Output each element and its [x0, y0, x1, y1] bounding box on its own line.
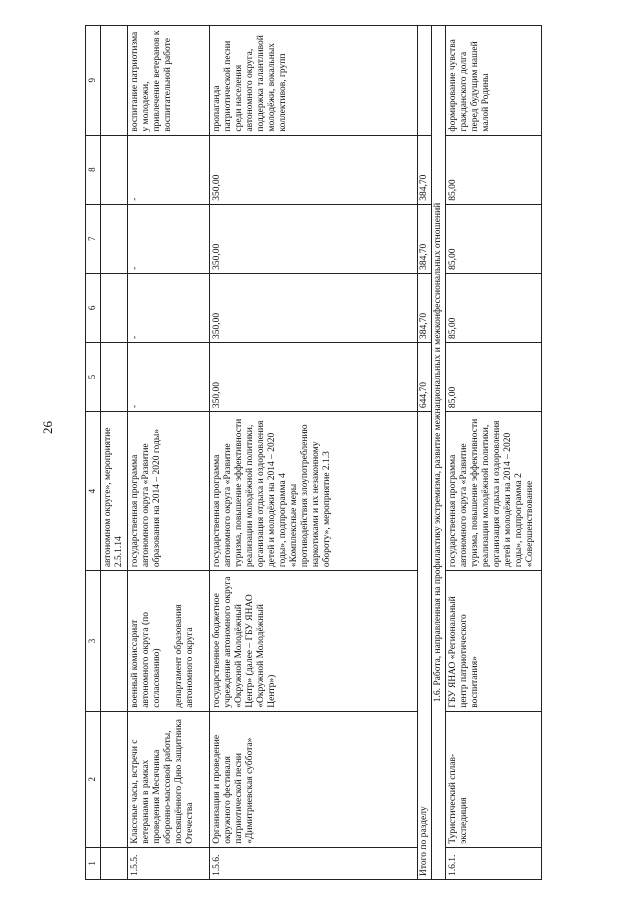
row-number: [101, 847, 128, 879]
section-title: 1.6. Работа, направленная на профилактику экстремизма, развитие межнациональных и межконфессиональных отношений: [432, 26, 446, 880]
header-cell: 7: [86, 204, 101, 273]
table-row: [101, 26, 128, 880]
total-value: 384,70: [418, 204, 432, 273]
program-ref: государственная программа автономного округа «Развитие туризма, повышение эффективности реализации молодёжной политики, организация отдыха и оздоровления детей и молодёжи на 2014 – 2020 годы», подпрограмма 2 «Совершенствование: [446, 412, 542, 571]
executor: [101, 571, 128, 712]
expected-result: формирование чувства гражданского долга перед будущим нашей малой Родины: [446, 26, 542, 136]
value-cell: -: [128, 273, 210, 342]
program-ref: государственная программа автономного округа «Развитие образования на 2014 – 2020 годы»: [128, 412, 210, 571]
expected-result: [101, 26, 128, 136]
row-number: 1.6.1.: [446, 847, 542, 879]
value-cell: [101, 342, 128, 411]
expected-result: пропаганда патриотической песни среди населения автономного округа, поддержка талантливой молодёжи, вокальных коллективов, групп: [210, 26, 418, 136]
plan-table: [85, 25, 542, 880]
value-cell: 85,00: [446, 342, 542, 411]
header-cell: 1: [86, 847, 101, 879]
section-row: [432, 26, 446, 880]
header-cell: 8: [86, 135, 101, 204]
header-cell: 5: [86, 342, 101, 411]
executor: ГБУ ЯНАО «Региональный центр патриотического воспитания»: [446, 571, 542, 712]
event-name: [101, 711, 128, 847]
executor: военный комиссариат автономного округа (по согласованию) департамент образования автономного округа: [128, 571, 210, 712]
total-empty: [418, 26, 432, 136]
executor: государственное бюджетное учреждение автономного округа «Окружной Молодёжный Центр» (далее – ГБУ ЯНАО «Окружной Молодёжный Центр»): [210, 571, 418, 712]
total-value: 384,70: [418, 273, 432, 342]
header-cell: 2: [86, 711, 101, 847]
value-cell: -: [128, 204, 210, 273]
total-row: [418, 26, 432, 880]
event-name: Туристический сплав-экспедиция: [446, 711, 542, 847]
value-cell: -: [128, 135, 210, 204]
value-cell: 350,00: [210, 342, 418, 411]
total-label-text: Итого по разделу: [419, 806, 429, 876]
value-cell: 350,00: [210, 135, 418, 204]
value-cell: [101, 204, 128, 273]
total-value: 644,70: [418, 342, 432, 411]
rotated-table-container: [85, 25, 535, 880]
table-row: [128, 26, 210, 880]
row-number: 1.5.6.: [210, 847, 418, 879]
header-cell: 3: [86, 571, 101, 712]
event-name: Классные часы, встречи с ветеранами в рамках проведения Месячника оборонно-массовой работы, посвящённого Дню защитника Отечества: [128, 711, 210, 847]
value-cell: -: [128, 342, 210, 411]
total-value: 384,70: [418, 135, 432, 204]
table-row: [446, 26, 542, 880]
value-cell: 85,00: [446, 135, 542, 204]
value-cell: 85,00: [446, 204, 542, 273]
value-cell: [101, 135, 128, 204]
header-cell: 4: [86, 412, 101, 571]
expected-result: воспитание патриотизма у молодежи, привлечение ветеранов к воспитательной работе: [128, 26, 210, 136]
table-row: [210, 26, 418, 880]
value-cell: 350,00: [210, 204, 418, 273]
value-cell: [101, 273, 128, 342]
event-name: Организация и проведение окружного фестиваля патриотической песни «Димитриевская суббота»: [210, 711, 418, 847]
header-cell: 9: [86, 26, 101, 136]
page-number: 26: [40, 421, 55, 434]
program-ref: государственная программа автономного округа «Развитие туризма, повышение эффективности реализации молодёжной политики, организация отдыха и оздоровления детей и молодёжи на 2014 – 2020 годы», подпрограмма 4 «Комплексные меры противодействия злоупотреблению наркотиками и их незаконному обороту», мероприятие 2.1.3: [210, 412, 418, 571]
program-ref: автономном округе», мероприятие 2.5.1.14: [101, 412, 128, 571]
value-cell: 350,00: [210, 273, 418, 342]
value-cell: 85,00: [446, 273, 542, 342]
total-label: [418, 412, 432, 880]
header-row: [86, 26, 101, 880]
row-number: 1.5.5.: [128, 847, 210, 879]
header-cell: 6: [86, 273, 101, 342]
